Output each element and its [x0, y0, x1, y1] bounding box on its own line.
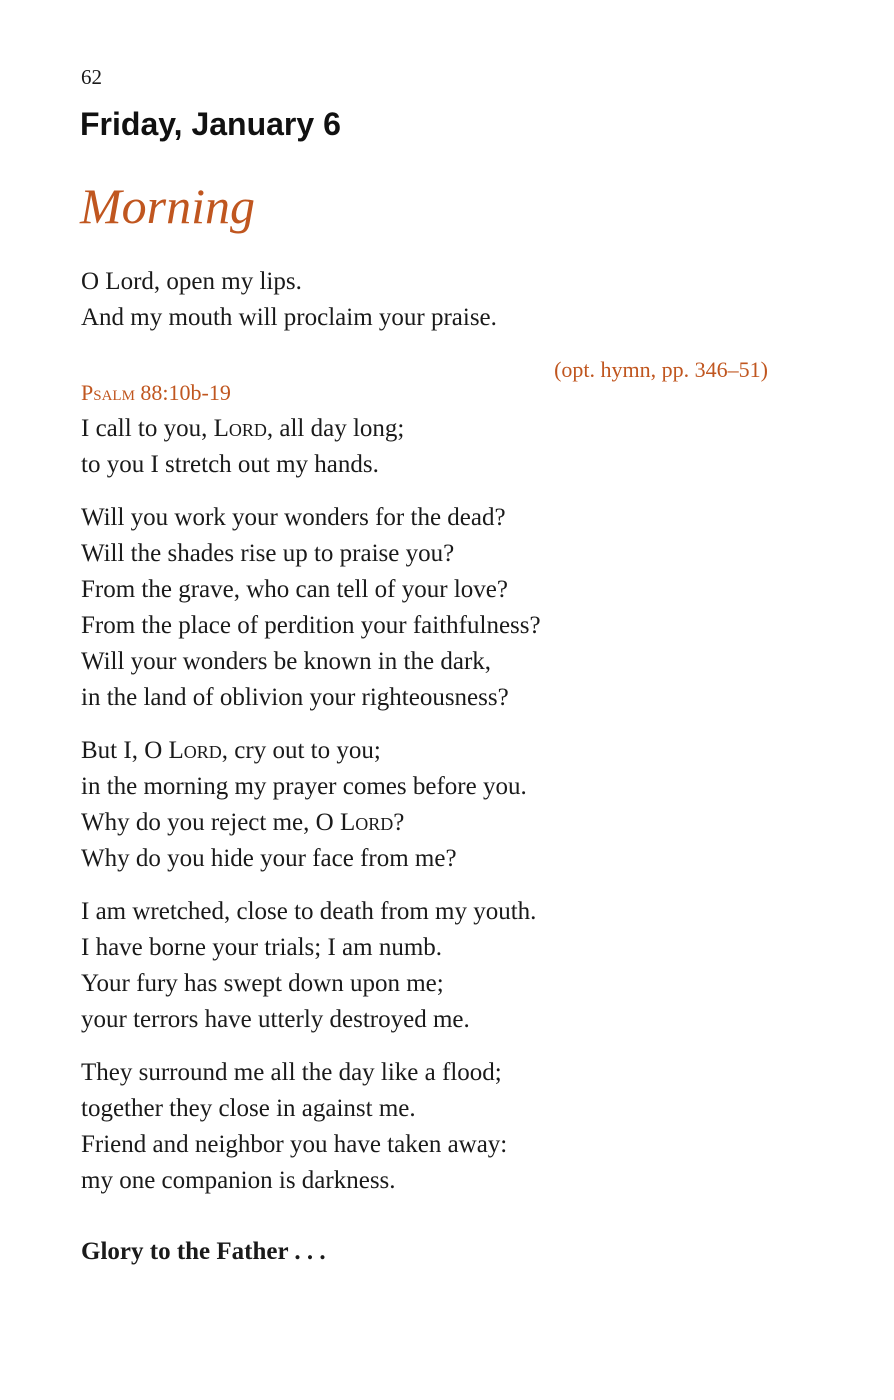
invitatory-line: And my mouth will proclaim your praise. [81, 304, 497, 331]
psalm-line: to you I stretch out my hands. [81, 451, 379, 478]
psalm-line: I call to you, Lord, all day long; [81, 415, 405, 442]
psalm-line: Will your wonders be known in the dark, [81, 648, 492, 675]
psalm-stanza-1 [81, 411, 404, 483]
psalm-line: But I, O Lord, cry out to you; [81, 737, 381, 764]
psalm-line: Will the shades rise up to praise you? [81, 540, 455, 567]
hymn-note: (opt. hymn, pp. 346–51) [554, 357, 768, 382]
psalm-line: your terrors have utterly destroyed me. [81, 1006, 470, 1033]
doxology: Glory to the Father . . . [81, 1238, 326, 1265]
psalm-stanza-3 [81, 733, 527, 877]
section-heading: Morning [80, 178, 255, 234]
psalm-stanza-2 [81, 500, 541, 716]
psalm-line: Why do you hide your face from me? [81, 845, 457, 872]
psalm-line: They surround me all the day like a flood; [81, 1059, 502, 1086]
psalm-line: Will you work your wonders for the dead? [81, 504, 506, 531]
psalm-line: From the grave, who can tell of your love? [81, 576, 508, 603]
psalm-line: in the land of oblivion your righteousness? [81, 684, 509, 711]
lord-small-caps: Lord [339, 809, 394, 836]
lord-small-caps: Lord [213, 415, 267, 442]
psalm-line: Your fury has swept down upon me; [81, 970, 444, 997]
invitatory [81, 264, 497, 336]
psalm-stanza-4 [81, 894, 536, 1038]
lord-small-caps: Lord [168, 737, 222, 764]
psalm-line: in the morning my prayer comes before you. [81, 773, 527, 800]
psalm-line: my one companion is darkness. [81, 1167, 396, 1194]
psalm-label: Psalm [81, 380, 135, 405]
psalm-line: From the place of perdition your faithfulness? [81, 612, 541, 639]
invitatory-line: O Lord, open my lips. [81, 268, 302, 295]
psalm-line: I am wretched, close to death from my youth. [81, 898, 537, 925]
psalm-reference [81, 379, 231, 407]
psalm-line: I have borne your trials; I am numb. [81, 934, 443, 961]
date-heading: Friday, January 6 [80, 106, 341, 142]
psalm-line: Friend and neighbor you have taken away: [81, 1131, 508, 1158]
page-number: 62 [81, 65, 102, 89]
psalm-stanza-5 [81, 1055, 507, 1199]
psalm-line: Why do you reject me, O Lord? [81, 809, 405, 836]
psalm-citation: 88:10b-19 [140, 380, 231, 405]
psalm-line: together they close in against me. [81, 1095, 416, 1122]
